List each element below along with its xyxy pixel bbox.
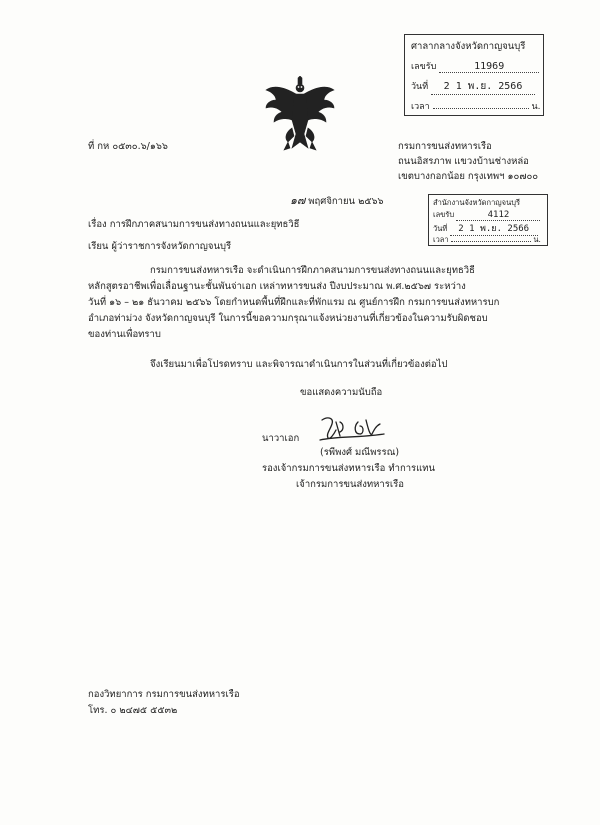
court-stamp-date: 2 1 พ.ย. 2566 [443, 81, 523, 92]
signer-name: (รพีพงศ์ มณีพรรณ) [320, 447, 400, 458]
court-receive-stamp [404, 34, 544, 116]
garuda-emblem-icon [262, 76, 338, 156]
body-line-5: ของท่านเพื่อทราบ [88, 329, 161, 340]
court-stamp-time-unit: น. [531, 102, 541, 112]
signer-title-1: รองเจ้ากรมการขนส่งทหารเรือ ทำการแทน [262, 463, 436, 474]
office-stamp-date: 2 1 พ.ย. 2566 [458, 224, 530, 234]
body-line-2: หลักสูตรอาชีพเพื่อเลื่อนฐานะชั้นพันจ่าเอก เหล่าทหารขนส่ง ปีงบประมาณ พ.ศ.๒๕๖๗ ระหว่าง [88, 281, 466, 292]
court-stamp-title: ศาลากลางจังหวัดกาญจนบุรี [411, 41, 526, 52]
signer-title-2: เจ้ากรมการขนส่งทหารเรือ [296, 479, 404, 490]
footer-phone: โทร. ๐ ๒๔๗๕ ๕๕๓๒ [88, 705, 178, 716]
footer-department: กองวิทยาการ กรมการขนส่งทหารเรือ [88, 689, 240, 700]
court-stamp-time-label: เวลา [411, 102, 430, 112]
body-line-4: อำเภอท่าม่วง จังหวัดกาญจนบุรี ในการนี้ขอความกรุณาแจ้งหน่วยงานที่เกี่ยวข้องในความรับผิดชอบ [88, 313, 488, 324]
salutation: ขอแสดงความนับถือ [300, 387, 383, 398]
office-receive-stamp [428, 194, 548, 246]
office-stamp-date-label: วันที่ [433, 224, 448, 233]
letter-date-month-year: พฤศจิกายน ๒๕๖๖ [308, 196, 384, 207]
reference-number: ที่ กห ๐๕๓๐.๖/๑๖๖ [88, 141, 168, 152]
closing-request: จึงเรียนมาเพื่อโปรดทราบ และพิจารณาดำเนินการในส่วนที่เกี่ยวข้องต่อไป [150, 359, 448, 370]
letter-subject: เรื่อง การฝึกภาคสนามการขนส่งทางถนนและยุทธวิธี [88, 219, 300, 230]
sender-line-3: เขตบางกอกน้อย กรุงเทพฯ ๑๐๗๐๐ [398, 171, 539, 182]
signer-rank: นาวาเอก [262, 433, 300, 444]
office-stamp-time-unit: น. [533, 235, 541, 244]
letter-date-day: ๑๗ [290, 194, 306, 207]
office-stamp-time-label: เวลา [433, 235, 449, 244]
sender-line-2: ถนนอิสรภาพ แขวงบ้านช่างหล่อ [398, 156, 529, 167]
court-stamp-date-label: วันที่ [411, 82, 429, 92]
office-stamp-receive-label: เลขรับ [433, 210, 455, 219]
sender-line-1: กรมการขนส่งทหารเรือ [398, 141, 492, 152]
letter-recipient: เรียน ผู้ว่าราชการจังหวัดกาญจนบุรี [88, 241, 232, 252]
office-stamp-title: สำนักงานจังหวัดกาญจนบุรี [433, 198, 520, 207]
office-stamp-receive-no: 4112 [487, 210, 510, 220]
court-stamp-receive-label: เลขรับ [411, 62, 437, 72]
body-line-3: วันที่ ๑๖ – ๒๑ ธันวาคม ๒๕๖๖ โดยกำหนดพื้นที่ฝึกและที่พักแรม ณ ศูนย์การฝึก กรมการขนส่งทหารบก [88, 297, 500, 308]
handwritten-signature [318, 412, 390, 446]
court-stamp-receive-no: 11969 [474, 61, 505, 72]
body-line-1: กรมการขนส่งทหารเรือ จะดำเนินการฝึกภาคสนามการขนส่งทางถนนและยุทธวิธี [150, 265, 475, 276]
